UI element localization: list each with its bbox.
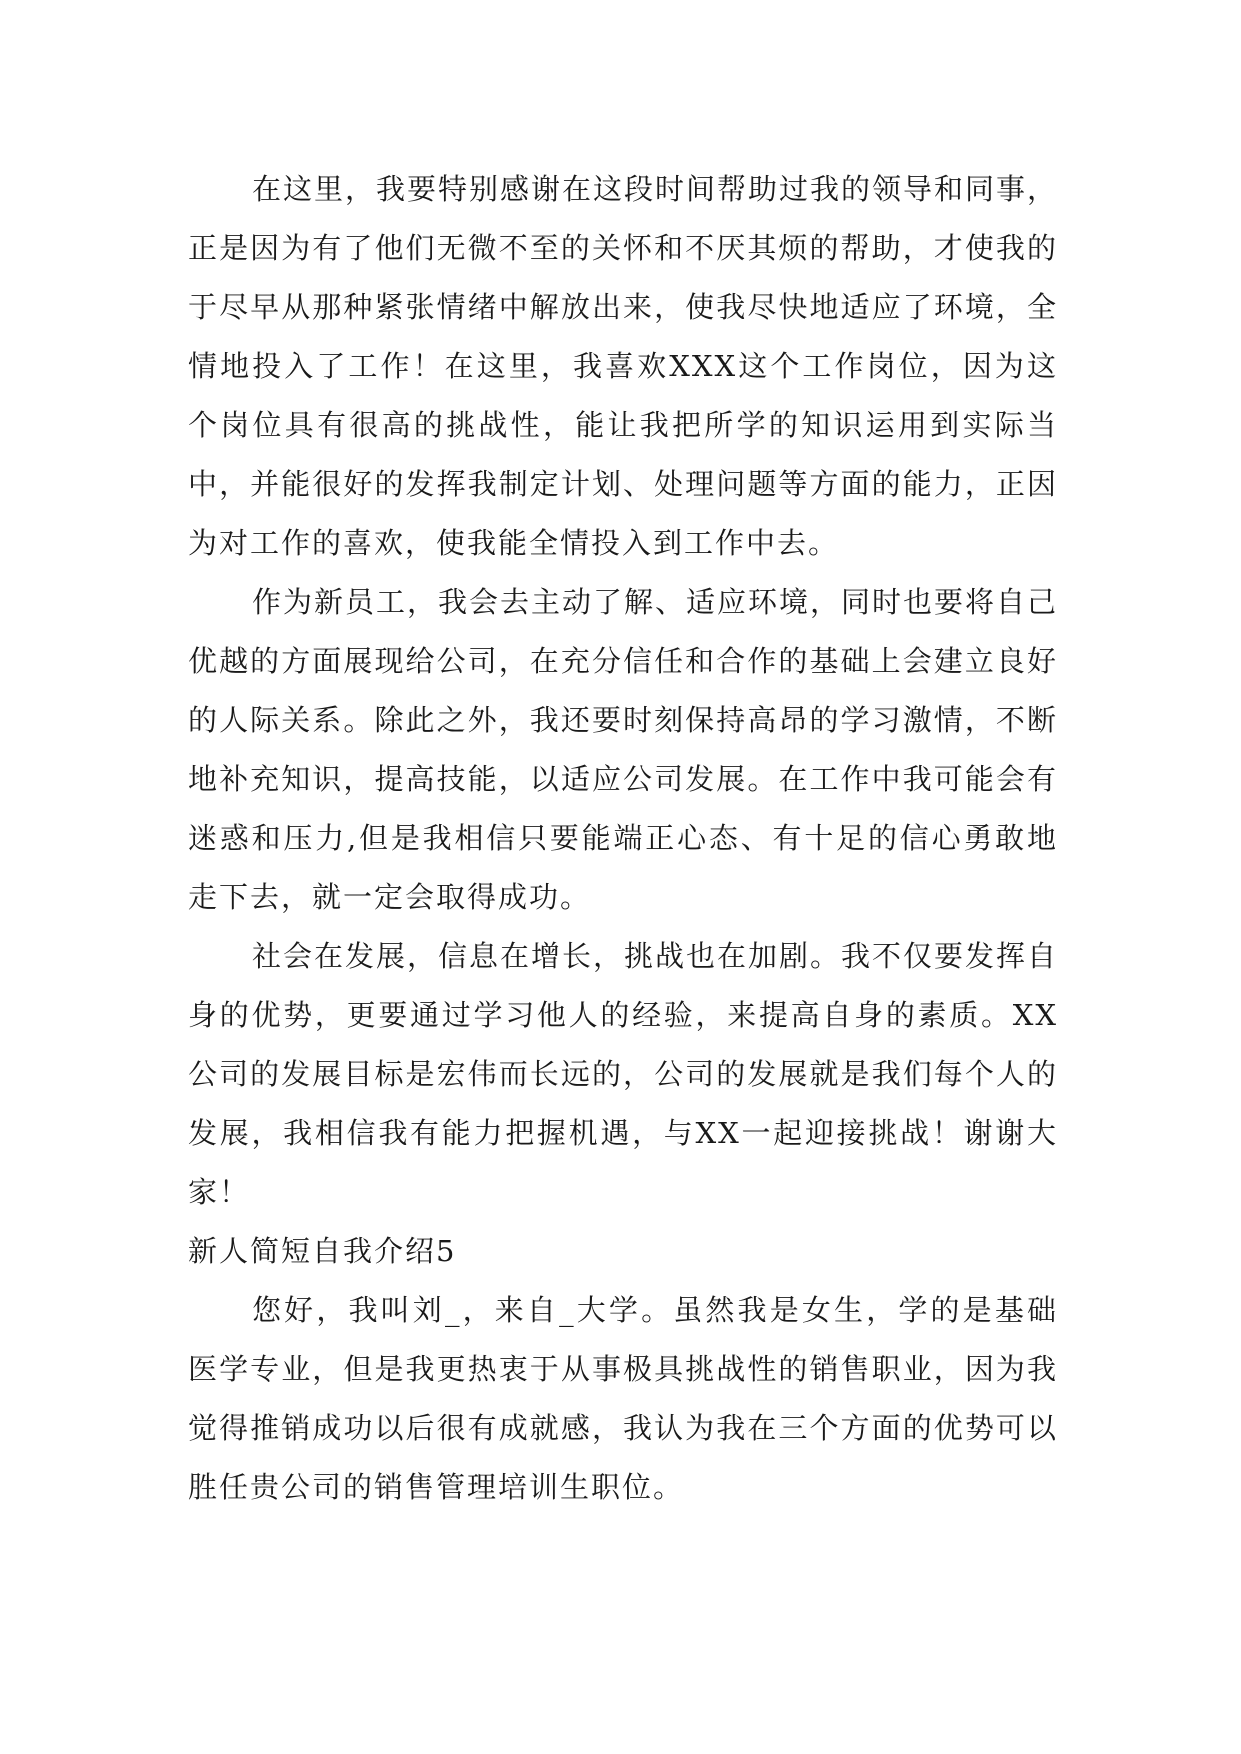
- paragraph-self-intro: 您好，我叫刘_，来自_大学。虽然我是女生，学的是基础医学专业，但是我更热衷于从事极具挑战性的销售职业，因为我觉得推销成功以后很有成就感，我认为我在三个方面的优势可以胜任贵公司的销售管理培训生职位。: [188, 1293, 1058, 1504]
- document-body: [188, 160, 1058, 1517]
- paragraph-challenge: 社会在发展，信息在增长，挑战也在加剧。我不仅要发挥自身的优势，更要通过学习他人的经验，来提高自身的素质。XX公司的发展目标是宏伟而长远的，公司的发展就是我们每个人的发展，我相信我有能力把握机遇，与XX一起迎接挑战！谢谢大家！: [188, 939, 1059, 1209]
- section-heading: 新人简短自我介绍5: [188, 1234, 457, 1268]
- paragraph-new-employee: 作为新员工，我会去主动了解、适应环境，同时也要将自己优越的方面展现给公司，在充分信任和合作的基础上会建立良好的人际关系。除此之外，我还要时刻保持高昂的学习激情，不断地补充知识，提高技能，以适应公司发展。在工作中我可能会有迷惑和压力,但是我相信只要能端正心态、有十足的信心勇敢地走下去，就一定会取得成功。: [188, 585, 1059, 914]
- paragraph-thanks: 在这里，我要特别感谢在这段时间帮助过我的领导和同事，正是因为有了他们无微不至的关怀和不厌其烦的帮助，才使我的于尽早从那种紧张情绪中解放出来，使我尽快地适应了环境，全情地投入了工作！在这里，我喜欢XXX这个工作岗位，因为这个岗位具有很高的挑战性，能让我把所学的知识运用到实际当中，并能很好的发挥我制定计划、处理问题等方面的能力，正因为对工作的喜欢，使我能全情投入到工作中去。: [188, 172, 1059, 560]
